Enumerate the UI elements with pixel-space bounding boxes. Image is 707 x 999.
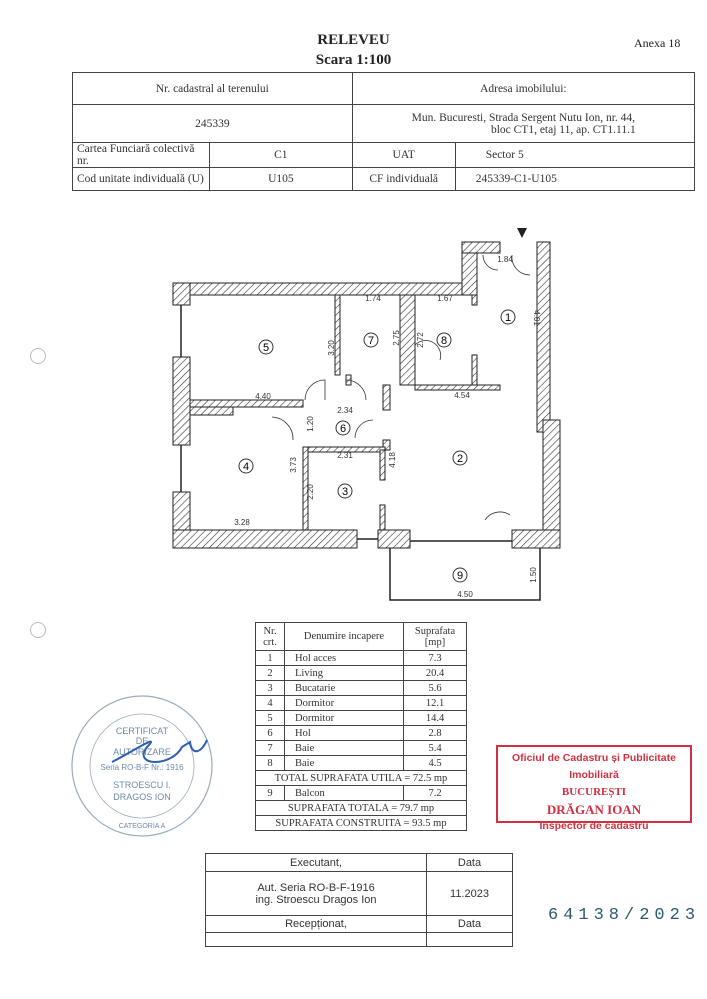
dimension: 2.31	[337, 451, 353, 460]
cell-name: Baie	[285, 756, 404, 771]
table-row	[256, 711, 467, 726]
room-number: 2	[456, 453, 464, 465]
dimension: 1.84	[497, 255, 513, 264]
cell-nr: 2	[256, 666, 285, 681]
header-area: Suprafata [mp]	[404, 623, 467, 651]
rooms-table	[255, 622, 467, 831]
cell-nr: 6	[256, 726, 285, 741]
cell-nr: 5	[256, 711, 285, 726]
stamp-name1: STROESCU I.	[113, 780, 171, 790]
dimension: 3.73	[289, 457, 298, 473]
registration-number: 64138/2023	[548, 906, 701, 925]
room-8	[437, 333, 451, 347]
received-date	[427, 933, 513, 947]
executant-line2: ing. Stroescu Dragos Ion	[255, 893, 377, 906]
document-title: RELEVEU	[317, 32, 390, 48]
dimension: 4.54	[454, 391, 470, 400]
room-2	[453, 451, 467, 465]
cf-individual-value: 245339-C1-U105	[455, 168, 694, 191]
dimension: 1.50	[529, 567, 538, 583]
room-3	[338, 484, 352, 498]
cell-area: 5.6	[404, 681, 467, 696]
cell-nr: 9	[256, 786, 285, 801]
cell-nr: 7	[256, 741, 285, 756]
dimension: 4.18	[388, 452, 397, 468]
cell-area: 2.8	[404, 726, 467, 741]
cell-area: 12.1	[404, 696, 467, 711]
header-name: Denumire incapere	[285, 623, 404, 651]
room-5	[259, 340, 273, 354]
room-1	[501, 310, 515, 324]
received-date-label: Data	[427, 916, 513, 933]
cell-nr: 8	[256, 756, 285, 771]
table-row	[256, 666, 467, 681]
executant-label: Executant,	[206, 854, 427, 872]
cell-name: Balcon	[285, 786, 404, 801]
room-number: 6	[339, 423, 347, 435]
executant-date: 11.2023	[427, 872, 513, 916]
annex-label: Anexa 18	[634, 36, 681, 50]
address-line1: Mun. Bucuresti, Strada Sergent Nutu Ion, nr. 44,	[411, 111, 636, 124]
room-9	[453, 568, 467, 582]
executant-line1: Aut. Seria RO-B-F-1916	[257, 881, 375, 894]
room-number: 7	[367, 335, 375, 347]
cell-name: Dormitor	[285, 711, 404, 726]
dimension: 1.67	[437, 294, 453, 303]
room-number: 1	[504, 312, 512, 324]
svg-text:DE: DE	[135, 736, 149, 746]
cell-area: 20.4	[404, 666, 467, 681]
stamp-name2: DRAGOS ION	[113, 792, 171, 802]
authorization-round-stamp	[62, 692, 222, 842]
cell-area: 7.3	[404, 651, 467, 666]
ocpi-line4: Inspector de cadastru	[539, 820, 649, 832]
date-label: Data	[427, 854, 513, 872]
room-number: 8	[440, 335, 448, 347]
cf-individual-label: CF individuală	[352, 168, 455, 191]
cell-nr: 1	[256, 651, 285, 666]
cell-name: Hol acces	[285, 651, 404, 666]
cell-area: 5.4	[404, 741, 467, 756]
ocpi-line2: BUCUREȘTI	[561, 786, 627, 798]
dimension: 2.20	[306, 484, 315, 500]
ocpi-stamp	[496, 745, 692, 832]
cell-name: Bucatarie	[285, 681, 404, 696]
room-number: 9	[456, 570, 464, 582]
cell-area: 7.2	[404, 786, 467, 801]
unit-code-label: Cod unitate individuală (U)	[73, 168, 210, 191]
received-label: Recepționat,	[206, 916, 427, 933]
dimension: 1.20	[306, 416, 315, 432]
cf-collective-label: Cartea Funciară colectivă nr.	[73, 143, 210, 168]
table-row	[256, 786, 467, 801]
address-line2: bloc CT1, etaj 11, ap. CT1.11.1	[490, 123, 636, 136]
cell-nr: 4	[256, 696, 285, 711]
received-signature	[206, 933, 427, 947]
room-number: 5	[262, 342, 270, 354]
dimension: 4.40	[255, 392, 271, 401]
cell-area: 4.5	[404, 756, 467, 771]
dimension: 1.74	[365, 294, 381, 303]
dimension: 4.50	[457, 590, 473, 599]
signature-table	[205, 853, 513, 947]
table-row	[256, 756, 467, 771]
dimension: 2.34	[337, 406, 353, 415]
uat-label: UAT	[352, 143, 455, 168]
address-label: Adresa imobilului:	[352, 73, 694, 105]
room-4	[239, 459, 253, 473]
punch-hole	[30, 622, 46, 638]
room-6	[336, 421, 350, 435]
walls	[173, 242, 560, 548]
cell-name: Dormitor	[285, 696, 404, 711]
ocpi-line3: DRĂGAN IOAN	[546, 802, 642, 817]
cell-name: Baie	[285, 741, 404, 756]
dimension: 3.20	[327, 340, 336, 356]
dimension: 2.72	[416, 332, 425, 348]
room-number: 4	[242, 461, 250, 473]
dimension: 4.01	[532, 310, 541, 326]
svg-text:CERTIFICAT: CERTIFICAT	[115, 726, 169, 736]
table-row	[256, 696, 467, 711]
dimension: 2.75	[392, 330, 401, 346]
cf-collective-value: C1	[210, 143, 353, 168]
stamp-category: CATEGORIA A	[118, 823, 166, 830]
built-area: SUPRAFATA CONSTRUITA = 93.5 mp	[256, 816, 467, 831]
cell-name: Living	[285, 666, 404, 681]
cadastral-label: Nr. cadastral al terenului	[73, 73, 353, 105]
entrance-arrow-icon	[517, 228, 527, 238]
ocpi-line1: Oficiul de Cadastru și Publicitate Imobiliară	[512, 752, 676, 781]
table-row	[256, 651, 467, 666]
total-useful-area: TOTAL SUPRAFATA UTILA = 72.5 mp	[256, 771, 467, 786]
cadastral-value: 245339	[73, 105, 353, 143]
scale-label: Scara 1:100	[315, 52, 392, 68]
room-7	[364, 333, 378, 347]
total-area: SUPRAFATA TOTALA = 79.7 mp	[256, 801, 467, 816]
table-row	[256, 681, 467, 696]
room-number: 3	[341, 486, 349, 498]
uat-value: Sector 5	[455, 143, 694, 168]
cell-name: Hol	[285, 726, 404, 741]
dimension: 3.28	[234, 518, 250, 527]
table-row	[256, 741, 467, 756]
header-nr: Nr. crt.	[256, 623, 285, 651]
cell-nr: 3	[256, 681, 285, 696]
svg-text:AUTORIZARE: AUTORIZARE	[113, 747, 171, 757]
table-row	[256, 726, 467, 741]
unit-code-value: U105	[210, 168, 353, 191]
cell-area: 14.4	[404, 711, 467, 726]
stamp-series: Seria RO-B-F Nr.: 1916	[100, 763, 184, 772]
executant-info	[206, 872, 427, 916]
